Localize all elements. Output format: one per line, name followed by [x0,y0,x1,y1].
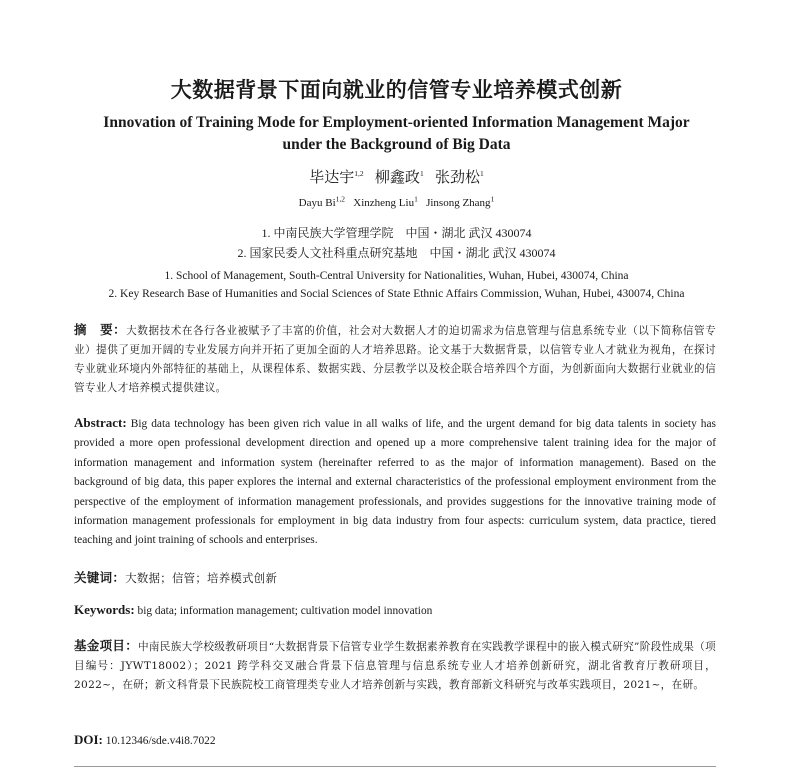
abstract-chinese [74,320,716,398]
author-cn-name: 张劲松 [434,170,480,186]
doi [74,732,216,748]
title-english [0,112,793,156]
funding [74,636,716,695]
affiliation-cn-1: 1. 中南民族大学管理学院 中国・湖北 武汉 430074 [261,226,532,240]
author-cn-affiliation-mark: 1,2 [354,169,364,178]
abstract-cn-text: 大数据技术在各行各业被赋予了丰富的价值，社会对大数据人才的迫切需求为信息管理与信息系统专业（以下简称信管专业）提供了更加开阔的专业发展方向并开拓了更加全面的人才培养思路。论文基于大数据背景，以信管专业人才就业为视角，在探讨专业就业环境内外部特征的基础上，从课程体系、数据实践、分层教学以及校企联合培养四个方面，为创新面向大数据行业就业的信管专业人才培养模式提供建议。 [74,325,716,394]
author-cn-affiliation-mark: 1 [479,169,484,178]
funding-label: 基金项目： [74,638,139,653]
abstract-en-label: Abstract: [74,415,127,430]
author-en-affiliation-mark: 1 [490,194,495,204]
author-en-name: Dayu Bi [298,197,336,209]
affiliation-cn-2: 2. 国家民委人文社科重点研究基地 中国・湖北 武汉 430074 [237,246,556,260]
keywords-en-text: big data; information management; cultivation model innovation [137,605,433,617]
author-en-name: Jinsong Zhang [426,197,491,209]
keywords-en-label: Keywords: [74,602,135,617]
keywords-cn-text: 大数据；信管；培养模式创新 [125,571,278,585]
keywords-english [74,602,432,618]
author-en-affiliation-mark: 1,2 [335,194,346,204]
affiliation-en-2: 2. Key Research Base of Humanities and Social Sciences of State Ethnic Affairs Commission, Wuhan, Hubei, 430074, China [108,288,685,300]
author-cn-name: 毕达宇 [309,170,355,186]
abstract-cn-label: 摘 要： [74,322,127,337]
author-cn-name: 柳鑫政 [374,170,420,186]
author-en-name: Xinzheng Liu [353,197,415,209]
bottom-divider [74,766,716,767]
title-english-line-2: under the Background of Big Data [282,136,511,153]
funding-text: 中南民族大学校级教研项目“大数据背景下信管专业学生数据素养教育在实践教学课程中的嵌入模式研究”阶段性成果（项目编号：JYWT18002）；2021 跨学科交叉融合背景下信息管理与信息系统专业人才培养创新研究，湖北省教育厅教研项目，2022~，在研；新文科背景下民族院校工商管理类专业人才培养创新与实践，教育部新文科研究与改革实践项目，2021~，在研。 [74,641,716,691]
title-english-line-1: Innovation of Training Mode for Employment-oriented Information Management Major [103,114,690,131]
authors-english [0,194,793,209]
author-cn-affiliation-mark: 1 [419,169,424,178]
abstract-english [74,413,716,551]
doi-value: 10.12346/sde.v4i8.7022 [105,735,216,747]
author-en-affiliation-mark: 1 [414,194,418,204]
abstract-en-text: Big data technology has been given rich value in all walks of life, and the urgent demand for big data talents in society has provided a more open professional development direction and opened up a more comprehensive talent training idea for the major of information management and information system (hereinafter referred to as the major of information management). Based on the background of big data, this paper explores the internal and external characteristics of the professional employment environment from the perspective of the employment of information management professionals, and provides suggestions for the innovative training mode of information management professionals for employment in big data industry from four aspects: curriculum system, data practice, tiered teaching and joint training of schools and enterprises. [74,418,716,547]
doi-label: DOI: [74,732,103,747]
keywords-cn-label: 关键词： [74,570,126,585]
authors-chinese [0,166,793,187]
affiliation-en-1: 1. School of Management, South-Central University for Nationalities, Wuhan, Hubei, 430074, China [164,270,629,282]
keywords-chinese [74,568,277,588]
title-chinese: 大数据背景下面向就业的信管专业培养模式创新 [170,78,623,102]
